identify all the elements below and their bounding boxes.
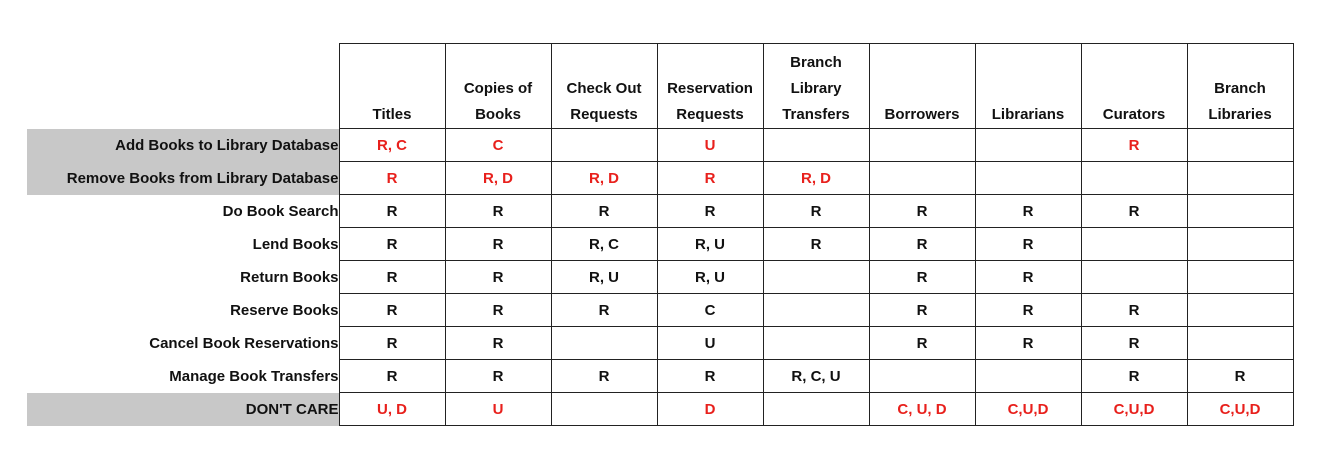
table-cell: R <box>975 327 1081 360</box>
table-row <box>27 261 1293 294</box>
corner-cell <box>27 44 339 129</box>
table-row <box>27 327 1293 360</box>
row-label: Reserve Books <box>27 294 339 327</box>
header-row <box>27 44 1293 129</box>
table-cell: R <box>445 228 551 261</box>
table-cell <box>975 360 1081 393</box>
table-cell: U <box>445 393 551 426</box>
table-cell <box>763 327 869 360</box>
table-cell <box>869 360 975 393</box>
row-label: Cancel Book Reservations <box>27 327 339 360</box>
table-cell: R <box>339 195 445 228</box>
table-cell: R, D <box>445 162 551 195</box>
table-cell <box>1187 195 1293 228</box>
table-cell: R <box>975 294 1081 327</box>
table-cell: U, D <box>339 393 445 426</box>
column-header-label: Branch Library Transfers <box>782 54 850 123</box>
table-cell <box>763 129 869 162</box>
table-cell: D <box>657 393 763 426</box>
table-cell <box>869 129 975 162</box>
table-cell: R <box>339 261 445 294</box>
table-cell <box>1187 261 1293 294</box>
table-cell <box>869 162 975 195</box>
table-cell: R <box>657 162 763 195</box>
table-cell: R <box>445 360 551 393</box>
row-label: DON'T CARE <box>27 393 339 426</box>
table-cell <box>763 261 869 294</box>
table-cell: R, U <box>657 261 763 294</box>
table-cell: R <box>1081 360 1187 393</box>
table-cell <box>1187 294 1293 327</box>
table-cell: R <box>339 360 445 393</box>
row-label: Add Books to Library Database <box>27 129 339 162</box>
table-row <box>27 294 1293 327</box>
table-cell: R <box>445 294 551 327</box>
column-header-label: Reservation Requests <box>667 80 753 123</box>
table-cell <box>551 327 657 360</box>
table-cell: R <box>657 360 763 393</box>
table-cell <box>1187 327 1293 360</box>
column-header <box>445 44 551 129</box>
table-cell: R <box>445 195 551 228</box>
column-header <box>1187 44 1293 129</box>
table-cell: R <box>551 195 657 228</box>
table-cell: R, C <box>339 129 445 162</box>
table-cell: C <box>445 129 551 162</box>
table-cell: R <box>445 261 551 294</box>
column-header <box>657 44 763 129</box>
column-header <box>869 44 975 129</box>
table-cell: C <box>657 294 763 327</box>
table-cell: R, U <box>657 228 763 261</box>
column-header <box>975 44 1081 129</box>
table-cell: R <box>339 162 445 195</box>
column-header <box>763 44 869 129</box>
table-cell <box>1187 129 1293 162</box>
row-label: Remove Books from Library Database <box>27 162 339 195</box>
table-row <box>27 129 1293 162</box>
crud-matrix-table <box>27 43 1294 426</box>
table-cell <box>1081 261 1187 294</box>
table-cell <box>1081 228 1187 261</box>
column-header-label: Check Out Requests <box>566 80 642 123</box>
column-header-label: Borrowers <box>884 106 960 123</box>
table-cell: R <box>339 327 445 360</box>
table-cell: R <box>763 228 869 261</box>
row-label: Return Books <box>27 261 339 294</box>
row-label: Do Book Search <box>27 195 339 228</box>
table-cell <box>763 294 869 327</box>
table-cell: C,U,D <box>1081 393 1187 426</box>
table-cell: R <box>869 327 975 360</box>
table-cell: R, C <box>551 228 657 261</box>
table-cell: R <box>1187 360 1293 393</box>
row-label: Manage Book Transfers <box>27 360 339 393</box>
table-cell: R <box>1081 129 1187 162</box>
table-cell: R <box>1081 195 1187 228</box>
table-cell: R <box>869 195 975 228</box>
table-cell: R <box>1081 327 1187 360</box>
table-cell <box>975 129 1081 162</box>
table-cell: R, D <box>763 162 869 195</box>
table-cell: C, U, D <box>869 393 975 426</box>
column-header-label: Copies of Books <box>463 80 533 123</box>
column-header <box>339 44 445 129</box>
table-cell <box>551 129 657 162</box>
table-cell: R <box>339 294 445 327</box>
table-cell: R <box>869 228 975 261</box>
table-cell <box>1187 162 1293 195</box>
table-row <box>27 393 1293 426</box>
table-cell: R, U <box>551 261 657 294</box>
table-cell: R <box>445 327 551 360</box>
table-cell: R <box>657 195 763 228</box>
table-row <box>27 195 1293 228</box>
table-cell: R <box>869 261 975 294</box>
column-header-label: Curators <box>1102 106 1166 123</box>
table-cell: C,U,D <box>1187 393 1293 426</box>
column-header <box>551 44 657 129</box>
table-body <box>27 129 1293 426</box>
table-cell: R <box>339 228 445 261</box>
column-header-label: Branch Libraries <box>1208 80 1272 123</box>
table-cell: R <box>975 261 1081 294</box>
table-cell: U <box>657 129 763 162</box>
table-row <box>27 360 1293 393</box>
column-header <box>1081 44 1187 129</box>
table-cell: R <box>763 195 869 228</box>
crud-matrix-container <box>27 43 1294 426</box>
table-cell: C,U,D <box>975 393 1081 426</box>
table-cell: R <box>551 360 657 393</box>
row-label: Lend Books <box>27 228 339 261</box>
table-row <box>27 162 1293 195</box>
column-header-label: Titles <box>372 106 412 123</box>
table-cell: R <box>975 195 1081 228</box>
table-cell: R, D <box>551 162 657 195</box>
table-cell <box>763 393 869 426</box>
table-cell: R <box>975 228 1081 261</box>
table-cell <box>551 393 657 426</box>
table-cell <box>975 162 1081 195</box>
table-cell <box>1187 228 1293 261</box>
table-row <box>27 228 1293 261</box>
table-cell: R <box>869 294 975 327</box>
table-cell: R, C, U <box>763 360 869 393</box>
column-header-label: Librarians <box>991 106 1065 123</box>
table-cell: U <box>657 327 763 360</box>
table-cell: R <box>1081 294 1187 327</box>
table-cell: R <box>551 294 657 327</box>
table-cell <box>1081 162 1187 195</box>
